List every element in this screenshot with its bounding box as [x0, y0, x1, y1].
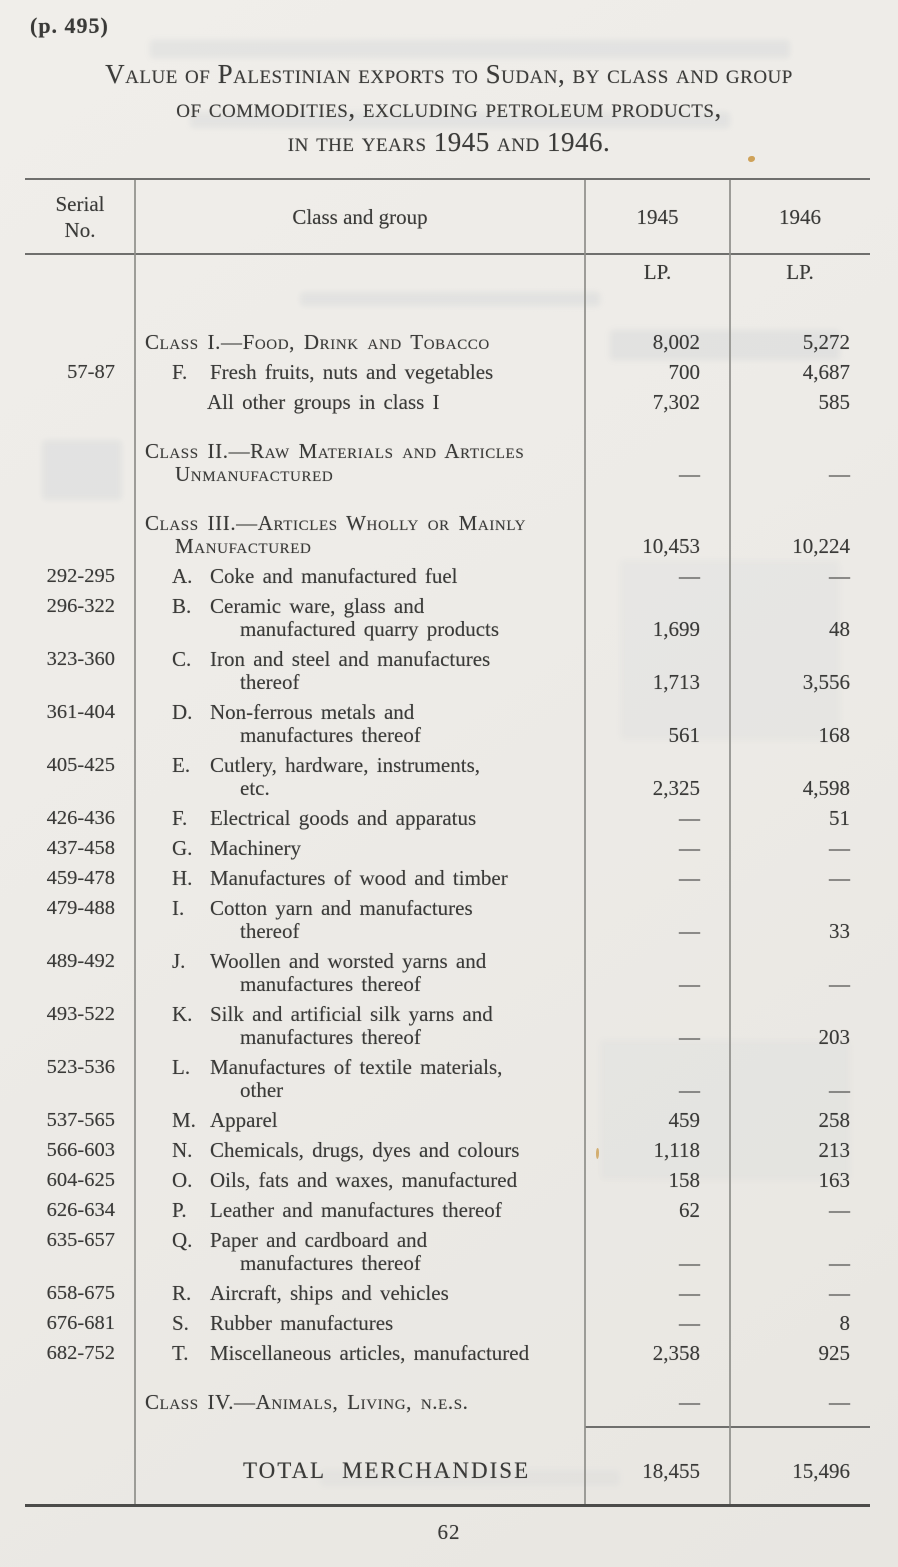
group-letter: B.: [172, 594, 192, 618]
currency-row: [25, 255, 870, 305]
value-1945-cell: 1,699: [652, 617, 700, 641]
serial-cell: 361-404: [46, 701, 115, 723]
group-letter: K.: [172, 1002, 193, 1026]
value-1945-cell: —: [679, 866, 700, 890]
serial-cell: 405-425: [46, 754, 115, 776]
value-1946-cell: —: [829, 1198, 850, 1222]
table-row: [25, 1391, 870, 1414]
serial-cell: 437-458: [46, 837, 115, 859]
serial-cell: 489-492: [46, 950, 115, 972]
value-1945-cell: 8,002: [652, 330, 700, 354]
label-cell: F. Electrical goods and apparatus: [172, 806, 477, 830]
table-row: [25, 1003, 870, 1049]
value-1946-cell: 168: [818, 723, 850, 747]
table-row: [25, 867, 870, 890]
serial-cell: 604-625: [46, 1169, 115, 1191]
table-row: [25, 331, 870, 354]
serial-cell: 566-603: [46, 1139, 115, 1161]
label-cell: S. Rubber manufactures: [172, 1311, 394, 1335]
value-1945-cell: 62: [679, 1198, 700, 1222]
table-row: [25, 1109, 870, 1132]
table-row: [25, 1342, 870, 1365]
label-cell: C. Iron and steel and manufactures thereof: [172, 647, 491, 694]
table-row: [25, 648, 870, 694]
group-letter: P.: [172, 1198, 187, 1222]
value-1945-cell: —: [679, 1311, 700, 1335]
total-value-1946: 15,496: [792, 1458, 850, 1483]
group-letter: M.: [172, 1108, 196, 1132]
serial-cell: 57-87: [67, 361, 115, 383]
value-1945-cell: —: [679, 1281, 700, 1305]
label-cell: K. Silk and artificial silk yarns and manufactures thereof: [172, 1002, 493, 1049]
table-row: [25, 565, 870, 588]
label-cell: J. Woollen and worsted yarns and manufactures thereof: [172, 949, 487, 996]
total-rule-1946: [730, 1426, 870, 1456]
group-letter: J.: [172, 949, 186, 973]
value-1946-cell: —: [829, 1251, 850, 1275]
value-1946-cell: 33: [829, 919, 850, 943]
value-1946-cell: —: [829, 1281, 850, 1305]
value-1945-cell: 459: [668, 1108, 700, 1132]
value-1946-cell: 4,687: [802, 360, 850, 384]
value-1945-cell: —: [679, 919, 700, 943]
group-letter: L.: [172, 1055, 191, 1079]
value-1946-cell: —: [829, 972, 850, 996]
value-1945-cell: 158: [668, 1168, 700, 1192]
group-letter: S.: [172, 1311, 189, 1335]
value-1946-cell: 48: [829, 617, 850, 641]
label-cell: H. Manufactures of wood and timber: [172, 866, 508, 890]
group-letter: F.: [172, 360, 188, 384]
group-letter: F.: [172, 806, 188, 830]
label-cell: N. Chemicals, drugs, dyes and colours: [172, 1138, 520, 1162]
group-letter: N.: [172, 1138, 193, 1162]
table-row: [25, 440, 870, 486]
column-divider-1945: [584, 180, 586, 1504]
group-letter: I.: [172, 896, 185, 920]
header-serial-no: Serial No.: [55, 191, 105, 242]
currency-1946: LP.: [786, 260, 814, 284]
table-row: [25, 807, 870, 830]
table-row: [25, 595, 870, 641]
label-cell: D. Non-ferrous metals and manufactures thereof: [172, 700, 421, 747]
page-number: 62: [437, 1520, 461, 1544]
value-1946-cell: —: [829, 564, 850, 588]
label-cell: L. Manufactures of textile materials, other: [172, 1055, 503, 1102]
label-cell: Class IV.—Animals, Living, n.e.s.: [145, 1390, 469, 1414]
value-1946-cell: 51: [829, 806, 850, 830]
group-letter: A.: [172, 564, 193, 588]
total-rule-1945: [585, 1426, 730, 1456]
exports-table: [25, 178, 870, 1507]
label-cell: P. Leather and manufactures thereof: [172, 1198, 502, 1222]
value-1946-cell: 8: [839, 1311, 850, 1335]
value-1945-cell: 7,302: [652, 390, 700, 414]
bleedthrough-smudge: [150, 40, 790, 58]
label-cell: A. Coke and manufactured fuel: [172, 564, 458, 588]
group-letter: H.: [172, 866, 193, 890]
table-row: [25, 1199, 870, 1222]
serial-cell: 296-322: [46, 595, 115, 617]
value-1945-cell: 561: [668, 723, 700, 747]
title-line-2: of commodities, excluding petroleum products,: [176, 93, 722, 123]
table-row: [25, 950, 870, 996]
table-row: [25, 897, 870, 943]
group-letter: D.: [172, 700, 193, 724]
value-1945-cell: 700: [668, 360, 700, 384]
value-1946-cell: 163: [818, 1168, 850, 1192]
serial-cell: 523-536: [46, 1056, 115, 1078]
page-title: [0, 57, 898, 159]
value-1945-cell: —: [679, 836, 700, 860]
value-1946-cell: 258: [818, 1108, 850, 1132]
table-row: [25, 1139, 870, 1162]
serial-cell: 635-657: [46, 1229, 115, 1251]
value-1945-cell: 2,325: [652, 776, 700, 800]
value-1945-cell: —: [679, 462, 700, 486]
serial-cell: 682-752: [46, 1342, 115, 1364]
table-row: [25, 701, 870, 747]
value-1945-cell: —: [679, 806, 700, 830]
value-1945-cell: 1,713: [652, 670, 700, 694]
table-row: [25, 1312, 870, 1335]
value-1946-cell: —: [829, 1078, 850, 1102]
label-cell: M. Apparel: [172, 1108, 278, 1132]
table-row: [25, 1056, 870, 1102]
header-year-1946: 1946: [779, 204, 821, 229]
serial-cell: 537-565: [46, 1109, 115, 1131]
value-1946-cell: 4,598: [802, 776, 850, 800]
label-cell: Class III.—Articles Wholly or Mainly Manufactured: [145, 511, 527, 558]
label-cell: O. Oils, fats and waxes, manufactured: [172, 1168, 518, 1192]
table-row: [25, 754, 870, 800]
label-cell: E. Cutlery, hardware, instruments, etc.: [172, 753, 480, 800]
value-1945-cell: —: [679, 972, 700, 996]
label-cell: G. Machinery: [172, 836, 301, 860]
group-letter: O.: [172, 1168, 193, 1192]
value-1945-cell: 2,358: [652, 1341, 700, 1365]
table-row: [25, 391, 870, 414]
label-cell: B. Ceramic ware, glass and manufactured quarry products: [172, 594, 500, 641]
serial-cell: 426-436: [46, 807, 115, 829]
serial-cell: 479-488: [46, 897, 115, 919]
serial-cell: 323-360: [46, 648, 115, 670]
title-line-1: Value of Palestinian exports to Sudan, by class and group: [105, 59, 793, 89]
group-letter: R.: [172, 1281, 192, 1305]
serial-cell: 626-634: [46, 1199, 115, 1221]
value-1946-cell: —: [829, 866, 850, 890]
column-divider-1946: [729, 180, 731, 1504]
value-1945-cell: —: [679, 1390, 700, 1414]
value-1946-cell: 925: [818, 1341, 850, 1365]
value-1945-cell: —: [679, 1078, 700, 1102]
total-value-1945: 18,455: [642, 1458, 700, 1483]
table-row: [25, 1282, 870, 1305]
value-1946-cell: —: [829, 462, 850, 486]
value-1945-cell: —: [679, 1025, 700, 1049]
label-cell: R. Aircraft, ships and vehicles: [172, 1281, 449, 1305]
currency-1945: LP.: [643, 260, 672, 284]
page-reference: (p. 495): [30, 13, 109, 38]
value-1946-cell: —: [829, 836, 850, 860]
value-1945-cell: —: [679, 1251, 700, 1275]
label-cell: F. Fresh fruits, nuts and vegetables: [172, 360, 494, 384]
table-row: [25, 1169, 870, 1192]
group-letter: Q.: [172, 1228, 193, 1252]
column-divider-serial: [134, 180, 136, 1504]
table-header-row: [25, 180, 870, 255]
label-cell: Class I.—Food, Drink and Tobacco: [145, 330, 490, 354]
value-1946-cell: 10,224: [792, 534, 850, 558]
value-1946-cell: 3,556: [802, 670, 850, 694]
serial-cell: 459-478: [46, 867, 115, 889]
label-cell: All other groups in class I: [207, 390, 440, 414]
label-cell: T. Miscellaneous articles, manufactured: [172, 1341, 530, 1365]
serial-cell: 493-522: [46, 1003, 115, 1025]
value-1946-cell: 203: [818, 1025, 850, 1049]
label-cell: Q. Paper and cardboard and manufactures thereof: [172, 1228, 428, 1275]
serial-cell: 658-675: [46, 1282, 115, 1304]
value-1945-cell: —: [679, 564, 700, 588]
value-1946-cell: 585: [818, 390, 850, 414]
serial-cell: 292-295: [46, 565, 115, 587]
value-1945-cell: 1,118: [653, 1138, 700, 1162]
header-class-and-group: Class and group: [292, 204, 428, 229]
group-letter: G.: [172, 836, 193, 860]
table-row: [25, 361, 870, 384]
value-1946-cell: —: [829, 1390, 850, 1414]
label-cell: I. Cotton yarn and manufactures thereof: [172, 896, 473, 943]
total-row: [25, 1456, 870, 1486]
total-separator: [25, 1426, 870, 1456]
serial-cell: 676-681: [46, 1312, 115, 1334]
value-1946-cell: 213: [818, 1138, 850, 1162]
title-line-3: in the years 1945 and 1946.: [287, 127, 611, 157]
group-letter: T.: [172, 1341, 189, 1365]
group-letter: E.: [172, 753, 191, 777]
value-1945-cell: 10,453: [642, 534, 700, 558]
table-row: [25, 1229, 870, 1275]
group-letter: C.: [172, 647, 192, 671]
table-row: [25, 837, 870, 860]
total-label: TOTAL MERCHANDISE: [243, 1458, 531, 1483]
table-row: [25, 512, 870, 558]
header-year-1945: 1945: [636, 204, 679, 229]
table-body: [25, 331, 870, 1414]
value-1946-cell: 5,272: [802, 330, 850, 354]
label-cell: Class II.—Raw Materials and Articles Unmanufactured: [145, 439, 525, 486]
